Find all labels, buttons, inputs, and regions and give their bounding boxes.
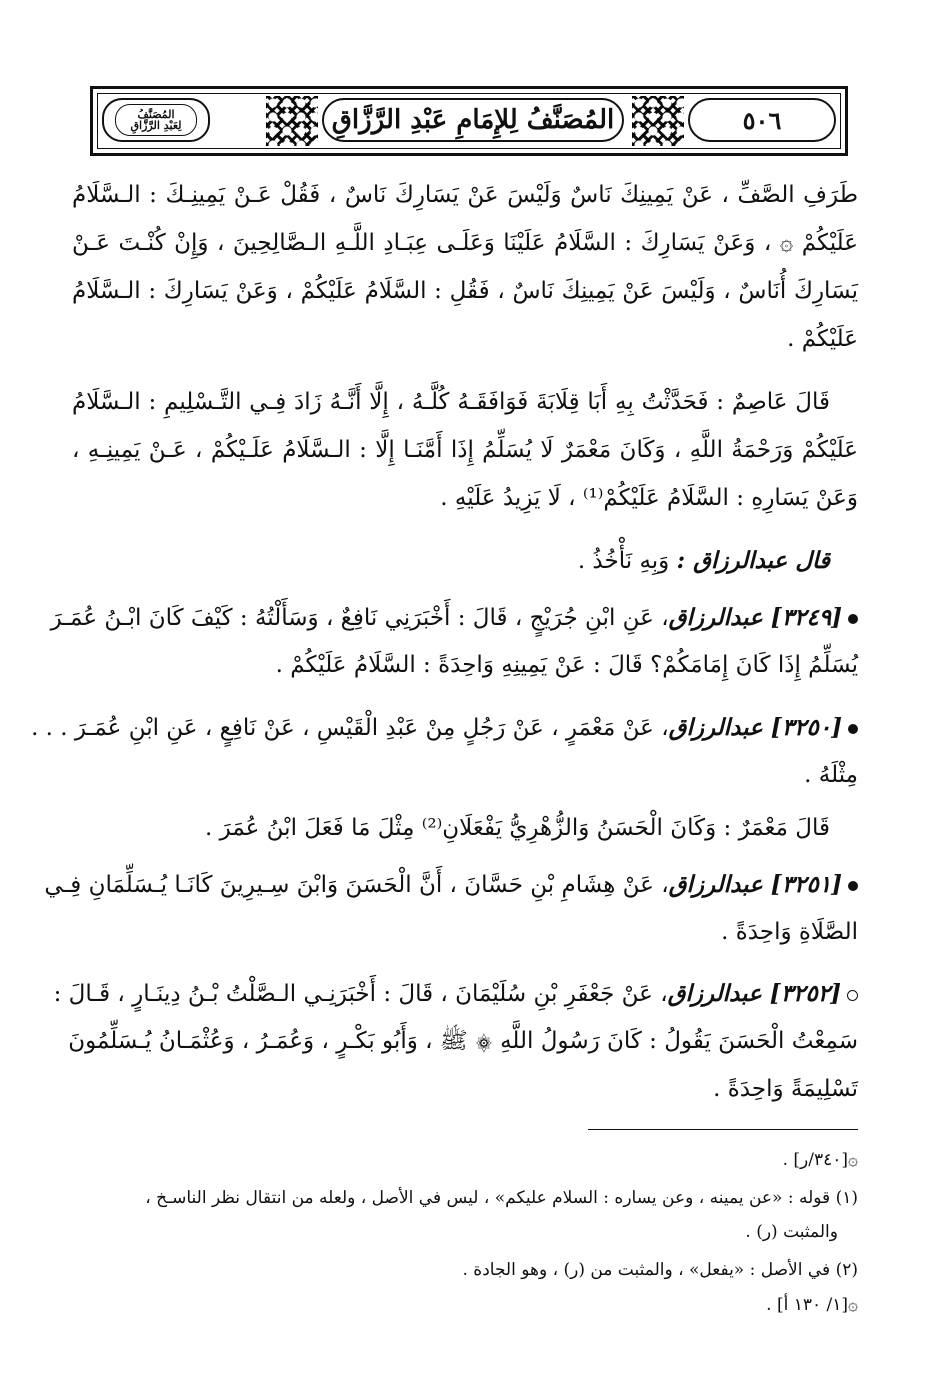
hadith-ref: [٣٢٤٩] عبدالرزاق <box>668 604 842 631</box>
hadith-text: ، عَنْ جَعْفَرِ بْنِ سُلَيْمَانَ ، قَالَ : أَخْبَرَنِـي الـصَّلْتُ بْـنُ دِينَـارٍ ، قَـالَ : <box>53 981 668 1007</box>
hadith-text: ، عَنْ هِشَامِ بْنِ حَسَّانَ ، أَنَّ الْحَسَنَ وَابْنَ سِـيرِينَ كَانَـا يُـسَلِّمَانِ فِـي <box>44 872 669 898</box>
book-seal <box>102 98 210 142</box>
speaker-line <box>578 549 830 573</box>
ornament-pattern-right <box>632 96 684 146</box>
footnote-line: (١) قوله : «عن يمينه ، وعن يساره : السلام عليكم» ، ليس في الأصل ، ولعله من انتقال نظر الناسـخ ، <box>145 1188 858 1208</box>
hollow-bullet-icon <box>847 990 858 1001</box>
text-line: عَلَيْكُمْ ۞ ، وَعَنْ يَسَارِكَ : السَّلَامُ عَلَيْنَا وَعَلَـى عِبَـادِ اللَّـهِ الـصَّالِحِينَ ، وَإِنْ كُنْـتَ عَـنْ <box>72 230 858 256</box>
hadith-3249-line <box>50 604 858 631</box>
text-line: طَرَفِ الصَّفِّ ، عَنْ يَمِينِكَ نَاسٌ وَلَيْسَ عَنْ يَسَارِكَ نَاسٌ ، فَقُلْ عَـنْ يَمِينِـكَ : الـسَّلَامُ <box>72 182 858 208</box>
text-line: مِثْلَهُ . <box>804 762 858 788</box>
hadith-ref: [٣٢٥١] عبدالرزاق <box>668 871 842 898</box>
text-line: الصَّلَاةِ وَاحِدَةً . <box>721 919 858 945</box>
hadith-3250-line <box>31 714 858 741</box>
filled-bullet-icon <box>848 724 858 734</box>
text-line: تَسْلِيمَةً وَاحِدَةً . <box>713 1076 858 1102</box>
footnote-line: والمثبت (ر) . <box>745 1222 838 1242</box>
seal-emblem <box>115 104 197 136</box>
speaker-label: قال عبدالرزاق : <box>676 547 830 574</box>
hadith-ref: [٣٢٥٢] عبدالرزاق <box>667 980 841 1007</box>
text-line: يَسَارِكَ أُنَاسٌ ، وَلَيْسَ عَنْ يَمِينِكَ نَاسٌ ، فَقُلِ : السَّلَامُ عَلَيْكُمْ ، وَعَنْ يَسَارِكَ : الـسَّلَامُ <box>72 278 858 304</box>
ornament-pattern-left <box>266 96 318 146</box>
filled-bullet-icon <box>848 881 858 891</box>
seal-line-2: لِعَبْدِ الرَّزَّاقِ <box>130 119 182 132</box>
seal-line-1: المُصَنَّفُ <box>137 108 175 121</box>
text-line: وَعَنْ يَسَارِهِ : السَّلَامُ عَلَيْكُمْ⁽¹⁾ ، لَا يَزِيدُ عَلَيْهِ . <box>440 485 858 511</box>
page-number-cartouche <box>688 98 836 142</box>
running-title: المُصَنَّفُ لِلإِمَامِ عَبْدِ الرَّزَّاقِ <box>331 105 615 135</box>
page-number: ٥٠٦ <box>742 105 782 135</box>
speaker-text: وَبِهِ نَأْخُذُ . <box>577 548 670 574</box>
hadith-ref: [٣٢٥٠] عبدالرزاق <box>668 714 842 741</box>
page-header <box>90 86 848 156</box>
text-line: قَالَ عَاصِمٌ : فَحَدَّثْتُ بِهِ أَبَا قِلَابَةَ فَوَافَقَـهُ كُلَّـهُ ، إِلَّا أَنَّـهُ زَادَ فِـي التَّـسْلِيمِ : الـسَّلَامُ <box>72 389 830 415</box>
footnote-line: (٢) في الأصل : «يفعل» ، والمثبت من (ر) ، وهو الجادة . <box>462 1260 858 1280</box>
text-line: يُسَلِّمُ إِذَا كَانَ إِمَامَكُمْ؟ قَالَ : عَنْ يَمِينِهِ وَاحِدَةً : السَّلَامُ عَلَيْكُمْ . <box>275 652 858 678</box>
hadith-text: ، عَنْ مَعْمَرٍ ، عَنْ رَجُلٍ مِنْ عَبْدِ الْقَيْسِ ، عَنْ نَافِعٍ ، عَنِ ابْنِ عُمَـرَ . . . <box>31 715 669 741</box>
footnote-separator <box>588 1129 858 1130</box>
title-cartouche <box>322 98 624 142</box>
filled-bullet-icon <box>848 614 858 624</box>
hadith-text: ، عَنِ ابْنِ جُرَيْجٍ ، قَالَ : أَخْبَرَنِي نَافِعٌ ، وَسَأَلْتُهُ : كَيْفَ كَانَ ابْـنُ عُمَـرَ <box>50 605 669 631</box>
text-line: عَلَيْكُمْ . <box>787 326 858 352</box>
footnote-line: ۞[١/ ١٣٠ أ] . <box>766 1295 858 1315</box>
hadith-3251-line <box>44 871 858 898</box>
text-line: قَالَ مَعْمَرٌ : وَكَانَ الْحَسَنُ وَالزُّهْرِيُّ يَفْعَلَانِ⁽²⁾ مِثْلَ مَا فَعَلَ ابْنُ عُمَرَ . <box>205 815 830 841</box>
footnote-line: ۞[٣٤٠/ر] . <box>782 1150 858 1170</box>
hadith-3252-line <box>53 980 858 1007</box>
text-line: عَلَيْكُمْ وَرَحْمَةُ اللَّهِ ، وَكَانَ مَعْمَرٌ لَا يُسَلِّمُ إِذَا أَمَّنَـا إِلَّا : الـسَّلَامُ عَلَـيْكُمْ ، عَـنْ يَمِينِـهِ ، <box>72 437 858 463</box>
text-line: سَمِعْتُ الْحَسَنَ يَقُولُ : كَانَ رَسُولُ اللَّهِ ۞ ﷺ ، وَأَبُو بَكْـرٍ ، وَعُمَـرُ ، وَعُثْمَـانُ يُـسَلِّمُونَ <box>68 1028 858 1054</box>
